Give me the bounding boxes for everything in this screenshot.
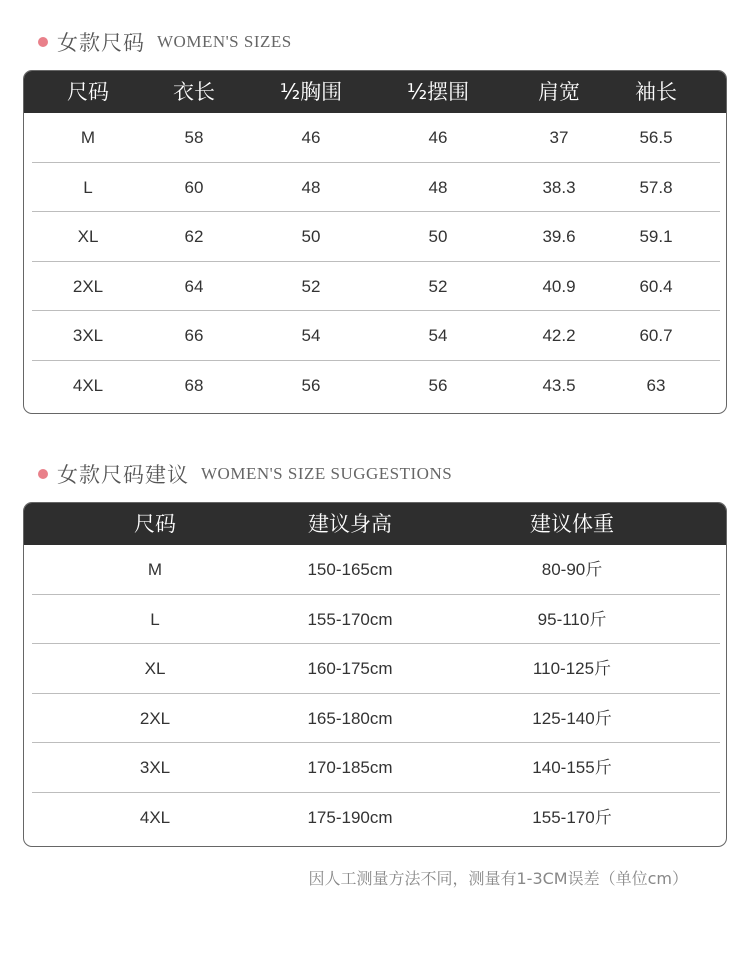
section-title-en: WOMEN'S SIZE SUGGESTIONS [201,464,453,483]
table-cell: 43.5 [542,375,576,395]
table-cell: 155-170cm [307,609,393,629]
table-row [24,694,726,744]
table-row [24,361,726,411]
table-cell: 165-180cm [307,708,393,728]
header-cell: ½胸围 [279,80,343,104]
table-cell: 62 [184,227,204,246]
table-cell: L [83,177,93,197]
table-row [24,311,726,361]
measurement-footnote: 因人工测量方法不同，测量有1-3CM误差（单位cm） [308,869,688,888]
table-row [24,545,726,595]
table-cell: 59.1 [639,227,673,246]
header-cell: 衣长 [173,80,215,104]
header-cell: 建议体重 [530,512,614,536]
table-cell: 40.9 [542,276,576,296]
table-cell: XL [144,659,166,678]
table-cell: 52 [301,276,321,296]
table-cell: 155-170斤 [532,807,612,827]
table-row [24,113,726,163]
table-cell: 3XL [72,326,104,345]
table-cell: 60.7 [639,326,673,345]
table-cell: 160-175cm [307,659,393,678]
suggestion-header-row [24,503,726,545]
table-cell: 42.2 [542,326,576,345]
table-cell: 110-125斤 [532,659,612,678]
table-cell: 125-140斤 [532,708,612,728]
table-cell: 64 [184,276,204,296]
size-chart-table [23,70,727,414]
table-cell: 175-190cm [307,807,393,827]
bullet-dot-icon [38,469,48,479]
table-cell: L [150,609,160,629]
table-cell: 3XL [139,758,171,777]
table-cell: 2XL [72,276,104,296]
section-title-en: WOMEN'S SIZES [157,32,292,51]
table-cell: 80-90斤 [541,560,603,579]
section-heading-sizes [38,27,292,57]
table-cell: 66 [184,326,204,345]
table-cell: 57.8 [639,177,673,197]
header-cell: 尺码 [67,80,109,104]
table-cell: 150-165cm [307,560,393,579]
table-cell: 46 [428,128,448,147]
table-cell: 2XL [139,708,171,728]
table-cell: 37 [549,128,569,147]
header-cell: 建议身高 [308,512,392,536]
table-cell: 48 [428,177,448,197]
table-cell: 58 [184,128,204,147]
table-cell: 56 [428,375,448,395]
table-row [24,163,726,213]
table-cell: 52 [428,276,448,296]
size-chart-header-row [24,71,726,113]
table-cell: 46 [301,128,321,147]
table-cell: 4XL [72,375,104,395]
table-row [24,793,726,843]
table-cell: M [147,560,163,579]
table-cell: 56.5 [639,128,673,147]
table-cell: 48 [301,177,321,197]
table-row [24,743,726,793]
table-row [24,644,726,694]
header-cell: 肩宽 [538,80,580,104]
table-row [24,212,726,262]
header-cell: ½摆围 [406,80,470,104]
section-heading-suggestions [38,459,452,489]
table-cell: 170-185cm [307,758,393,777]
table-cell: M [80,128,96,147]
header-cell: 袖长 [635,80,677,104]
table-cell: 50 [301,227,321,246]
table-row [24,262,726,312]
section-title-cn: 女款尺码建议 [57,463,189,487]
bullet-dot-icon [38,37,48,47]
table-cell: 54 [301,326,321,345]
table-cell: 68 [184,375,204,395]
table-cell: 54 [428,326,448,345]
table-cell: 38.3 [542,177,576,197]
table-cell: 4XL [139,807,171,827]
size-suggestion-table [23,502,727,847]
table-cell: 63 [646,375,666,395]
section-title-cn: 女款尺码 [57,31,145,55]
table-row [24,595,726,645]
header-cell: 尺码 [134,512,176,536]
table-cell: 39.6 [542,227,576,246]
table-cell: 140-155斤 [532,758,612,777]
table-cell: XL [77,227,99,246]
table-cell: 95-110斤 [537,609,607,629]
table-cell: 60 [184,177,204,197]
table-cell: 50 [428,227,448,246]
table-cell: 60.4 [639,276,673,296]
table-cell: 56 [301,375,321,395]
